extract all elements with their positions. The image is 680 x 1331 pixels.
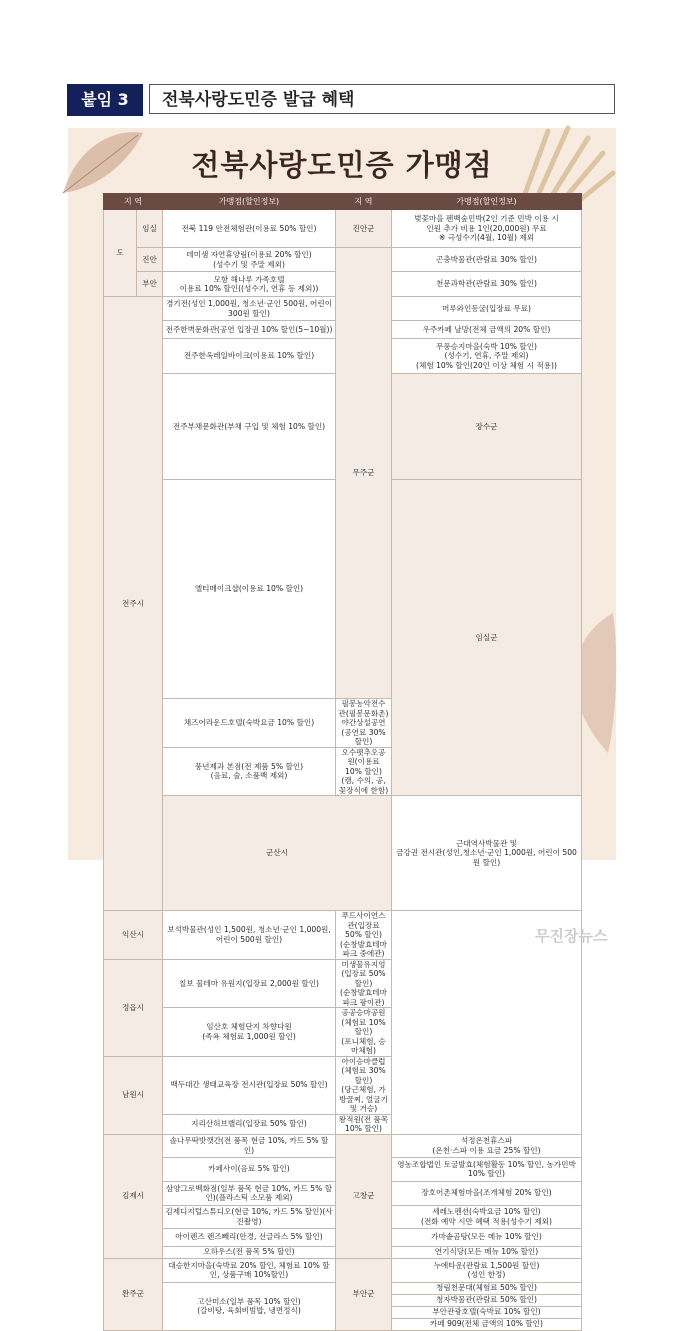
poster-title: 전북사랑도민증 가맹점 [191,148,493,182]
store-cell: 솔나무딱밧깻간(전 품목 현금 10%, 카드 5% 할인) [163,1134,336,1157]
table-row [104,210,582,248]
affiliate-table [103,193,582,1331]
region-cell: 군산시 [163,796,392,911]
store-cell: 석정온천휴스파 (온천·스파 이용 요금 25% 할인) [392,1134,582,1157]
store-cell: 임산호 체험단지 차향다원 (족욕 체험료 1,000원 할인) [163,1008,336,1057]
region-cell: 임실 [137,210,163,248]
store-cell: 김제디지털스튜디오(현금 10%, 카드 5% 할인)(사진촬영) [163,1205,336,1228]
table-row [104,1008,582,1057]
store-cell: 무풍승지마을(숙박 10% 할인) (성수기, 연휴, 주말 제외) (체험 10% 할인(20인 이상 체험 시 적용)) [392,339,582,374]
region-cell: 도 [104,210,137,297]
store-cell: 카페 909(전체 금액의 10% 할인) [392,1318,582,1330]
region-cell: 진안군 [336,210,392,248]
store-cell: 청자박물관(관람료 50% 할인) [392,1294,582,1306]
store-cell: 누에타운(관람료 1,500원 할인) (성인 한정) [392,1258,582,1282]
store-cell: 부안관광호텔(숙박료 10% 할인) [392,1306,582,1318]
store-cell: 전북 119 안전체험관(이용료 50% 할인) [163,210,336,248]
store-cell: 백두대간 생태교육장 전시관(입장료 50% 할인) [163,1056,336,1114]
region-cell: 부안 [137,272,163,297]
store-cell: 전주한벽문화관(공연 입장권 10% 할인(5~10월)) [163,321,336,339]
region-cell: 정읍시 [104,959,163,1056]
region-cell: 전주시 [104,297,163,911]
store-cell: 세레노펜션(숙박요금 10% 할인) (전화 예약 시만 혜택 적용(성수기 제외) [392,1205,582,1228]
table-row [104,911,582,960]
store-cell: 데미샘 자연휴양림(이용료 20% 할인) (성수기 및 주말 제외) [163,248,336,272]
table-row [104,796,582,911]
region-cell: 진안 [137,248,163,272]
attachment-title: 전북사랑도민증 발급 혜택 [149,84,615,114]
region-cell: 고창군 [336,1134,392,1258]
store-cell: 필봉농악전수관(필봉문화촌) 야간상설공연 (공연료 30% 할인) [336,699,392,748]
store-cell: 엘티메이크샵(이용료 10% 할인) [163,479,336,699]
store-cell: 오하우스(전 품목 5% 할인) [163,1246,336,1258]
table-row [104,1258,582,1282]
store-cell: 모항 해나루 가족호텔 이용료 10% 할인((성수기, 연휴 등 제외)) [163,272,336,297]
table-row [104,1134,582,1157]
col-store-right: 가맹점(할인정보) [392,194,582,210]
store-cell: 곤충박물관(관람료 30% 할인) [392,248,582,272]
store-cell: 청림천문대(체험료 50% 할인) [392,1282,582,1294]
region-cell: 김제시 [104,1134,163,1258]
store-cell: 푸드사이언스관(입장료 50% 할인) (순창발효테마파크 중에관) [336,911,392,960]
table-row [104,959,582,1008]
store-cell: 가마솥곰탕(모든 메뉴 10% 할인) [392,1228,582,1246]
table-row [104,1056,582,1114]
store-cell: 근대역사박물관 및 금강권 전시관(성인,청소년·군인 1,000원, 어린이 500원 할인) [392,796,582,911]
region-cell: 완주군 [104,1258,163,1330]
store-cell: 머루와인동굴(입장료 무료) [392,297,582,321]
region-cell: 익산시 [104,911,163,960]
store-cell: 아이렌즈 렌즈빼리(안경, 선글라스 5% 할인) [163,1228,336,1246]
col-region-left: 지 역 [104,194,163,210]
region-cell: 임실군 [392,479,582,796]
store-cell: 우주카페 날망(전체 금액의 20% 할인) [392,321,582,339]
store-cell: 대승한지마을(숙박료 20% 할인, 체험료 10% 할인, 상품구매 10%할인) [163,1258,336,1282]
col-region-right: 지 역 [336,194,392,210]
store-cell: 공공승마공원(체험료 10% 할인) (포니체험, 승마체험) [336,1008,392,1057]
store-cell: 전주부채문화관(부채 구입 및 체험 10% 할인) [163,374,336,480]
store-cell: 벚꽃마을 펜백숲민박(2인 기준 민박 이용 시 인원 추가 비용 1인(20,000원) 무료 ※ 극성수기(4월, 10월) 제외 [392,210,582,248]
store-cell: 경기전(성인 1,000원, 청소년·군인 500원, 어린이 300원 할인) [163,297,336,321]
store-cell: 보석박물관(성인 1,500원, 청소년·군인 1,000원, 어린이 500원 할인) [163,911,336,960]
region-cell: 무주군 [336,248,392,699]
attachment-header [67,84,615,116]
store-cell: 채즈어라운드호텔(숙박요금 10% 할인) [163,699,336,748]
store-cell: 카페사이(음료 5% 할인) [163,1157,336,1181]
region-cell: 장수군 [392,374,582,480]
attachment-badge: 붙임 3 [67,84,143,116]
table-header-row [104,194,582,210]
store-cell: 삼양그로벡화점(일부 품목 현금 10%, 카드 5% 할인)(플라스틱 소모품 제외) [163,1181,336,1205]
store-cell: 천문과학관(관람료 30% 할인) [392,272,582,297]
table-row [104,1114,582,1134]
store-cell: 고산미소(일부 품목 10% 할인) (갈비탕, 육회비빔밥, 냉면정식) [163,1282,336,1330]
store-cell: 영농조합법인 토굴발효(체험활동 10% 할인, 농가민박 10% 할인) [392,1157,582,1181]
store-cell: 미생물유지엉(입장료 50% 할인) (순창발효테마파크 팡이관) [336,959,392,1008]
store-cell: 지리산허브밸리(입장료 50% 할인) [163,1114,336,1134]
store-cell: 칠보 물테마 유원지(입장료 2,000원 할인) [163,959,336,1008]
region-cell: 남원시 [104,1056,163,1134]
store-cell: 전주한옥레일바이크(이용료 10% 할인) [163,339,336,374]
store-cell: 풍년제과 본점(전 제품 5% 할인) (음료, 술, 소품백 제외) [163,747,336,796]
store-cell: 오수펫추오공원(이용료 10% 할인) (캠, 수의, 공, 꽃장식에 한함) [336,747,392,796]
store-cell: 연기식당(모든 메뉴 10% 할인) [392,1246,582,1258]
watermark: 무진장뉴스 [535,927,608,945]
store-cell: 아이승마클럽(체험료 30% 할인) (당근체험, 가방꿀찌, 얼굴기 및 거승) [336,1056,392,1114]
region-cell: 부안군 [336,1258,392,1330]
store-cell: 왕적원(전 품목 10% 할인) [336,1114,392,1134]
col-store-left: 가맹점(할인정보) [163,194,336,210]
table-row [104,248,582,272]
store-cell: 장호어촌체험마을(조개체험 20% 할인) [392,1181,582,1205]
